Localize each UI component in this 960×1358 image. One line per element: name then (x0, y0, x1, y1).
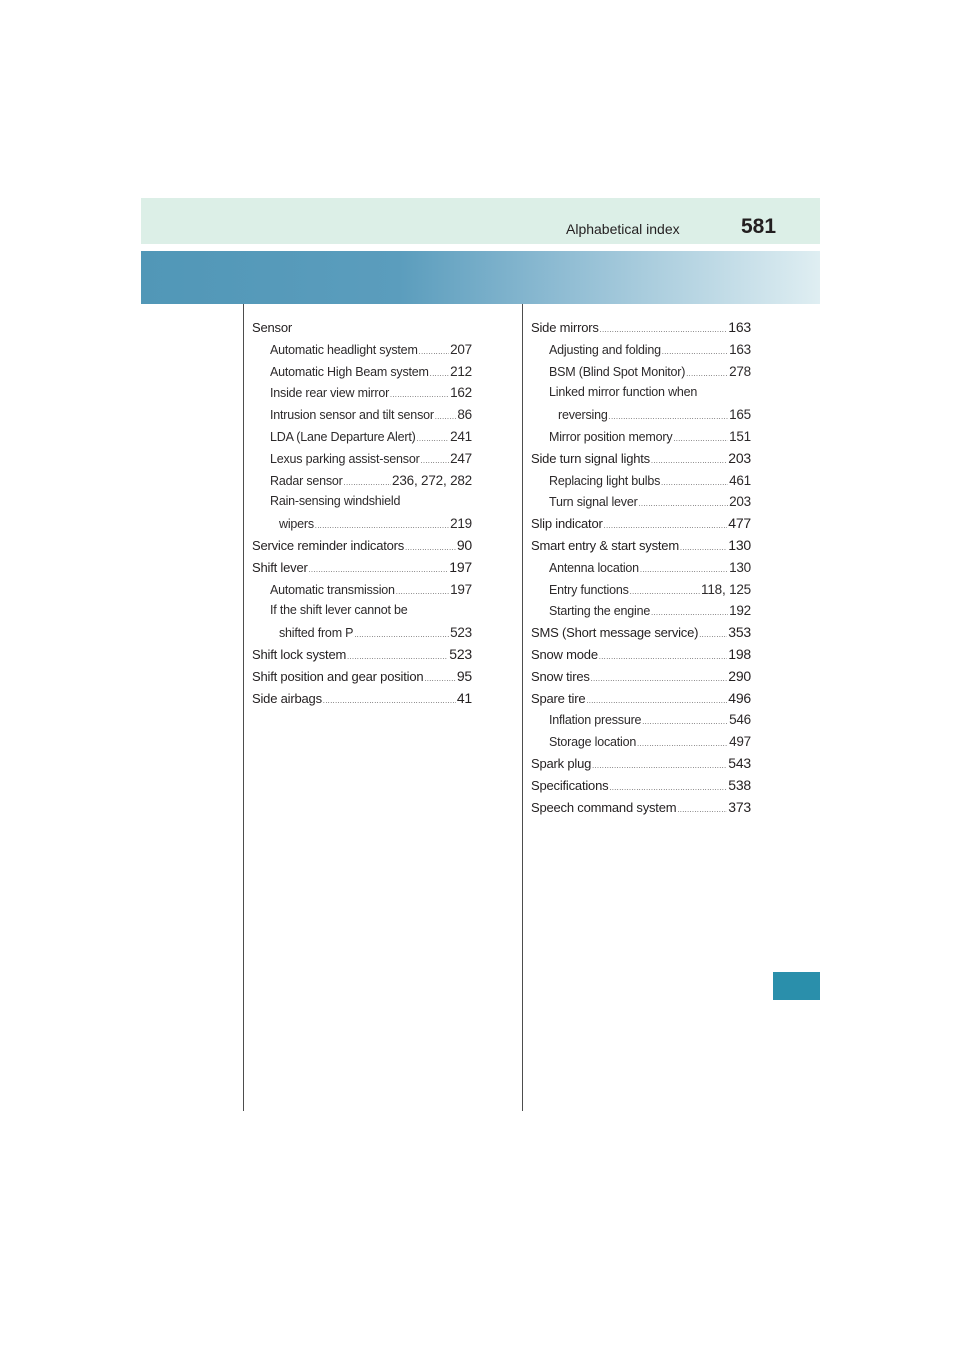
index-entry-page[interactable]: 118, 125 (701, 581, 751, 597)
index-entry[interactable] (531, 709, 751, 731)
index-entry[interactable] (252, 579, 472, 601)
index-entry-text: Antenna location (549, 560, 639, 575)
index-entry-text: Starting the engine (549, 604, 651, 619)
index-entry[interactable] (252, 666, 472, 688)
index-entry-page[interactable]: 461 (729, 472, 751, 488)
index-entry[interactable] (531, 491, 751, 513)
index-entry[interactable] (531, 688, 751, 710)
index-entry-page[interactable]: 278 (729, 363, 751, 379)
index-entry[interactable] (252, 426, 472, 448)
dot-leader (680, 538, 727, 560)
dot-leader (405, 538, 456, 560)
index-entry-text: Radar sensor (270, 473, 343, 488)
index-entry[interactable] (531, 557, 751, 579)
dot-leader (609, 407, 728, 429)
index-entry-page[interactable]: 247 (450, 450, 472, 466)
index-entry-page[interactable]: 543 (728, 754, 751, 771)
index-entry[interactable] (252, 448, 472, 470)
index-entry[interactable] (252, 470, 472, 492)
dot-leader (699, 625, 727, 647)
index-entry-text: Intrusion sensor and tilt sensor (270, 408, 434, 423)
left-column-divider (243, 304, 244, 1111)
dot-leader (599, 647, 727, 669)
index-entry-text: Side mirrors (531, 320, 599, 335)
index-entry-page[interactable]: 95 (456, 667, 472, 684)
section-tab[interactable] (773, 972, 820, 1000)
index-entry-text: SMS (Short message service) (531, 625, 699, 641)
index-entry-text: BSM (Blind Spot Monitor) (549, 364, 686, 379)
index-entry-text: Speech command system (531, 799, 677, 815)
index-entry-page[interactable]: 197 (449, 558, 472, 575)
dot-leader (309, 560, 449, 582)
index-entry[interactable] (531, 622, 751, 644)
dot-leader (630, 582, 700, 604)
dot-leader (424, 669, 455, 691)
dot-leader (677, 800, 727, 822)
right-column-divider (522, 304, 523, 1111)
index-entry-page[interactable]: 203 (729, 494, 751, 510)
index-entry[interactable] (531, 535, 751, 557)
section-banner (141, 251, 820, 304)
index-entry-text: Shift lever (252, 559, 308, 575)
index-entry-text: Specifications (531, 777, 609, 793)
index-entry-text: LDA (Lane Departure Alert) (270, 429, 416, 444)
index-entry-text: Sensor (252, 320, 292, 335)
dot-leader (639, 494, 729, 516)
index-entry-text: Shift position and gear position (252, 668, 424, 684)
index-entry[interactable] (531, 404, 751, 426)
index-entry-page[interactable]: 163 (728, 319, 751, 335)
index-entry-text: Automatic transmission (270, 582, 395, 597)
index-entry[interactable] (531, 426, 751, 448)
index-entry-text: Spare tire (531, 690, 586, 706)
index-entry-page[interactable]: 41 (456, 689, 472, 706)
index-entry-text: Storage location (549, 735, 637, 750)
index-entry-page[interactable]: 162 (450, 385, 472, 401)
index-entry[interactable] (531, 797, 751, 819)
index-entry-text: wipers (279, 517, 314, 532)
dot-leader (592, 756, 727, 778)
index-entry (252, 600, 472, 622)
index-column-right (531, 317, 751, 818)
index-entry-page[interactable]: 86 (457, 407, 472, 423)
index-entry-text: Inflation pressure (549, 713, 642, 728)
dot-leader (430, 364, 449, 386)
index-entry-page[interactable]: 207 (450, 341, 472, 357)
index-entry-text: Entry functions (549, 582, 629, 597)
index-entry-page[interactable]: 477 (728, 515, 751, 532)
index-entry[interactable] (252, 382, 472, 404)
index-entry-page[interactable]: 546 (729, 712, 751, 728)
header-band (141, 198, 820, 244)
index-entry-page[interactable]: 130 (728, 536, 751, 553)
index-entry[interactable] (252, 535, 472, 557)
index-entry-text: Spark plug (531, 755, 592, 771)
index-entry[interactable] (252, 557, 472, 579)
dot-leader (419, 342, 449, 364)
index-entry-page[interactable]: 212 (450, 363, 472, 379)
index-entry-page[interactable]: 523 (449, 645, 472, 662)
index-entry[interactable] (531, 579, 751, 601)
index-entry[interactable] (531, 753, 751, 775)
index-entry-page[interactable]: 236, 272, 282 (392, 472, 472, 488)
index-entry-page[interactable]: 192 (729, 603, 751, 619)
dot-leader (591, 669, 728, 691)
index-entry-text: Automatic High Beam system (270, 364, 429, 379)
dot-leader (662, 342, 728, 364)
index-entry-text: Linked mirror function when (549, 385, 698, 400)
index-entry[interactable] (252, 688, 472, 710)
index-entry-page[interactable]: 165 (729, 407, 751, 423)
dot-leader (586, 691, 727, 713)
page-number: 581 (741, 215, 777, 238)
index-entry[interactable] (252, 622, 472, 644)
index-entry-page[interactable]: 241 (450, 428, 472, 444)
index-entry-text: Snow mode (531, 646, 598, 662)
index-entry-page[interactable]: 163 (729, 341, 751, 357)
index-entry[interactable] (252, 339, 472, 361)
index-entry-page[interactable]: 290 (728, 667, 751, 684)
index-entry[interactable] (252, 361, 472, 383)
index-entry[interactable] (531, 448, 751, 470)
index-entry-page[interactable]: 203 (728, 449, 751, 466)
index-entry-text: Shift lock system (252, 646, 347, 662)
index-entry[interactable] (531, 339, 751, 361)
index-entry-page[interactable]: 353 (728, 624, 751, 641)
index-entry-text: Replacing light bulbs (549, 473, 661, 488)
index-entry-page[interactable]: 198 (728, 645, 751, 662)
index-entry-page[interactable]: 373 (728, 798, 751, 815)
index-entry-text: Mirror position memory (549, 429, 673, 444)
dot-leader (651, 451, 727, 473)
index-entry-text: Side turn signal lights (531, 450, 650, 466)
index-entry-page[interactable]: 497 (729, 734, 751, 750)
index-entry-text: Turn signal lever (549, 495, 638, 510)
index-column-left (252, 317, 472, 709)
index-entry-text: Service reminder indicators (252, 537, 405, 553)
dot-leader (390, 385, 449, 407)
index-entry-text: Rain-sensing windshield (270, 494, 401, 509)
dot-leader (323, 691, 456, 713)
dot-leader (417, 429, 449, 451)
index-entry[interactable] (531, 666, 751, 688)
page-title: Alphabetical index (566, 221, 680, 237)
dot-leader (637, 734, 728, 756)
index-entry[interactable] (531, 731, 751, 753)
dot-leader (673, 429, 728, 451)
index-entry-text: Adjusting and folding (549, 342, 661, 357)
dot-leader (661, 473, 728, 495)
index-entry-text: Automatic headlight system (270, 342, 418, 357)
index-entry-text: If the shift lever cannot be (270, 603, 408, 618)
index-entry-page[interactable]: 523 (450, 625, 472, 641)
index-entry (252, 317, 472, 339)
index-entry[interactable] (531, 470, 751, 492)
dot-leader (642, 712, 728, 734)
index-entry[interactable] (531, 600, 751, 622)
index-entry[interactable] (252, 644, 472, 666)
index-entry-text: Slip indicator (531, 516, 603, 532)
index-entry-text: Smart entry & start system (531, 537, 679, 553)
index-entry[interactable] (252, 404, 472, 426)
index-entry-page[interactable]: 197 (450, 581, 472, 597)
index-entry-page[interactable]: 219 (450, 516, 472, 532)
index-entry[interactable] (531, 775, 751, 797)
index-entry-text: reversing (558, 408, 608, 423)
dot-leader (600, 320, 728, 342)
index-entry[interactable] (252, 513, 472, 535)
index-entry-text: Snow tires (531, 668, 590, 684)
index-entry-text: Lexus parking assist-sensor (270, 451, 420, 466)
index-entry-text: shifted from P (279, 626, 354, 641)
index-entry[interactable] (531, 317, 751, 339)
index-entry[interactable] (531, 513, 751, 535)
index-entry (252, 491, 472, 513)
index-entry-page[interactable]: 538 (728, 776, 751, 793)
index-entry-page[interactable]: 90 (456, 536, 472, 553)
index-entry-page[interactable]: 151 (729, 428, 751, 444)
index-entry[interactable] (531, 361, 751, 383)
index-entry-text: Inside rear view mirror (270, 386, 390, 401)
index-entry-page[interactable]: 130 (729, 559, 751, 575)
index-entry-page[interactable]: 496 (728, 689, 751, 706)
index-entry-text: Side airbags (252, 690, 322, 706)
index-entry[interactable] (531, 644, 751, 666)
dot-leader (354, 625, 449, 647)
index-entry (531, 382, 751, 404)
